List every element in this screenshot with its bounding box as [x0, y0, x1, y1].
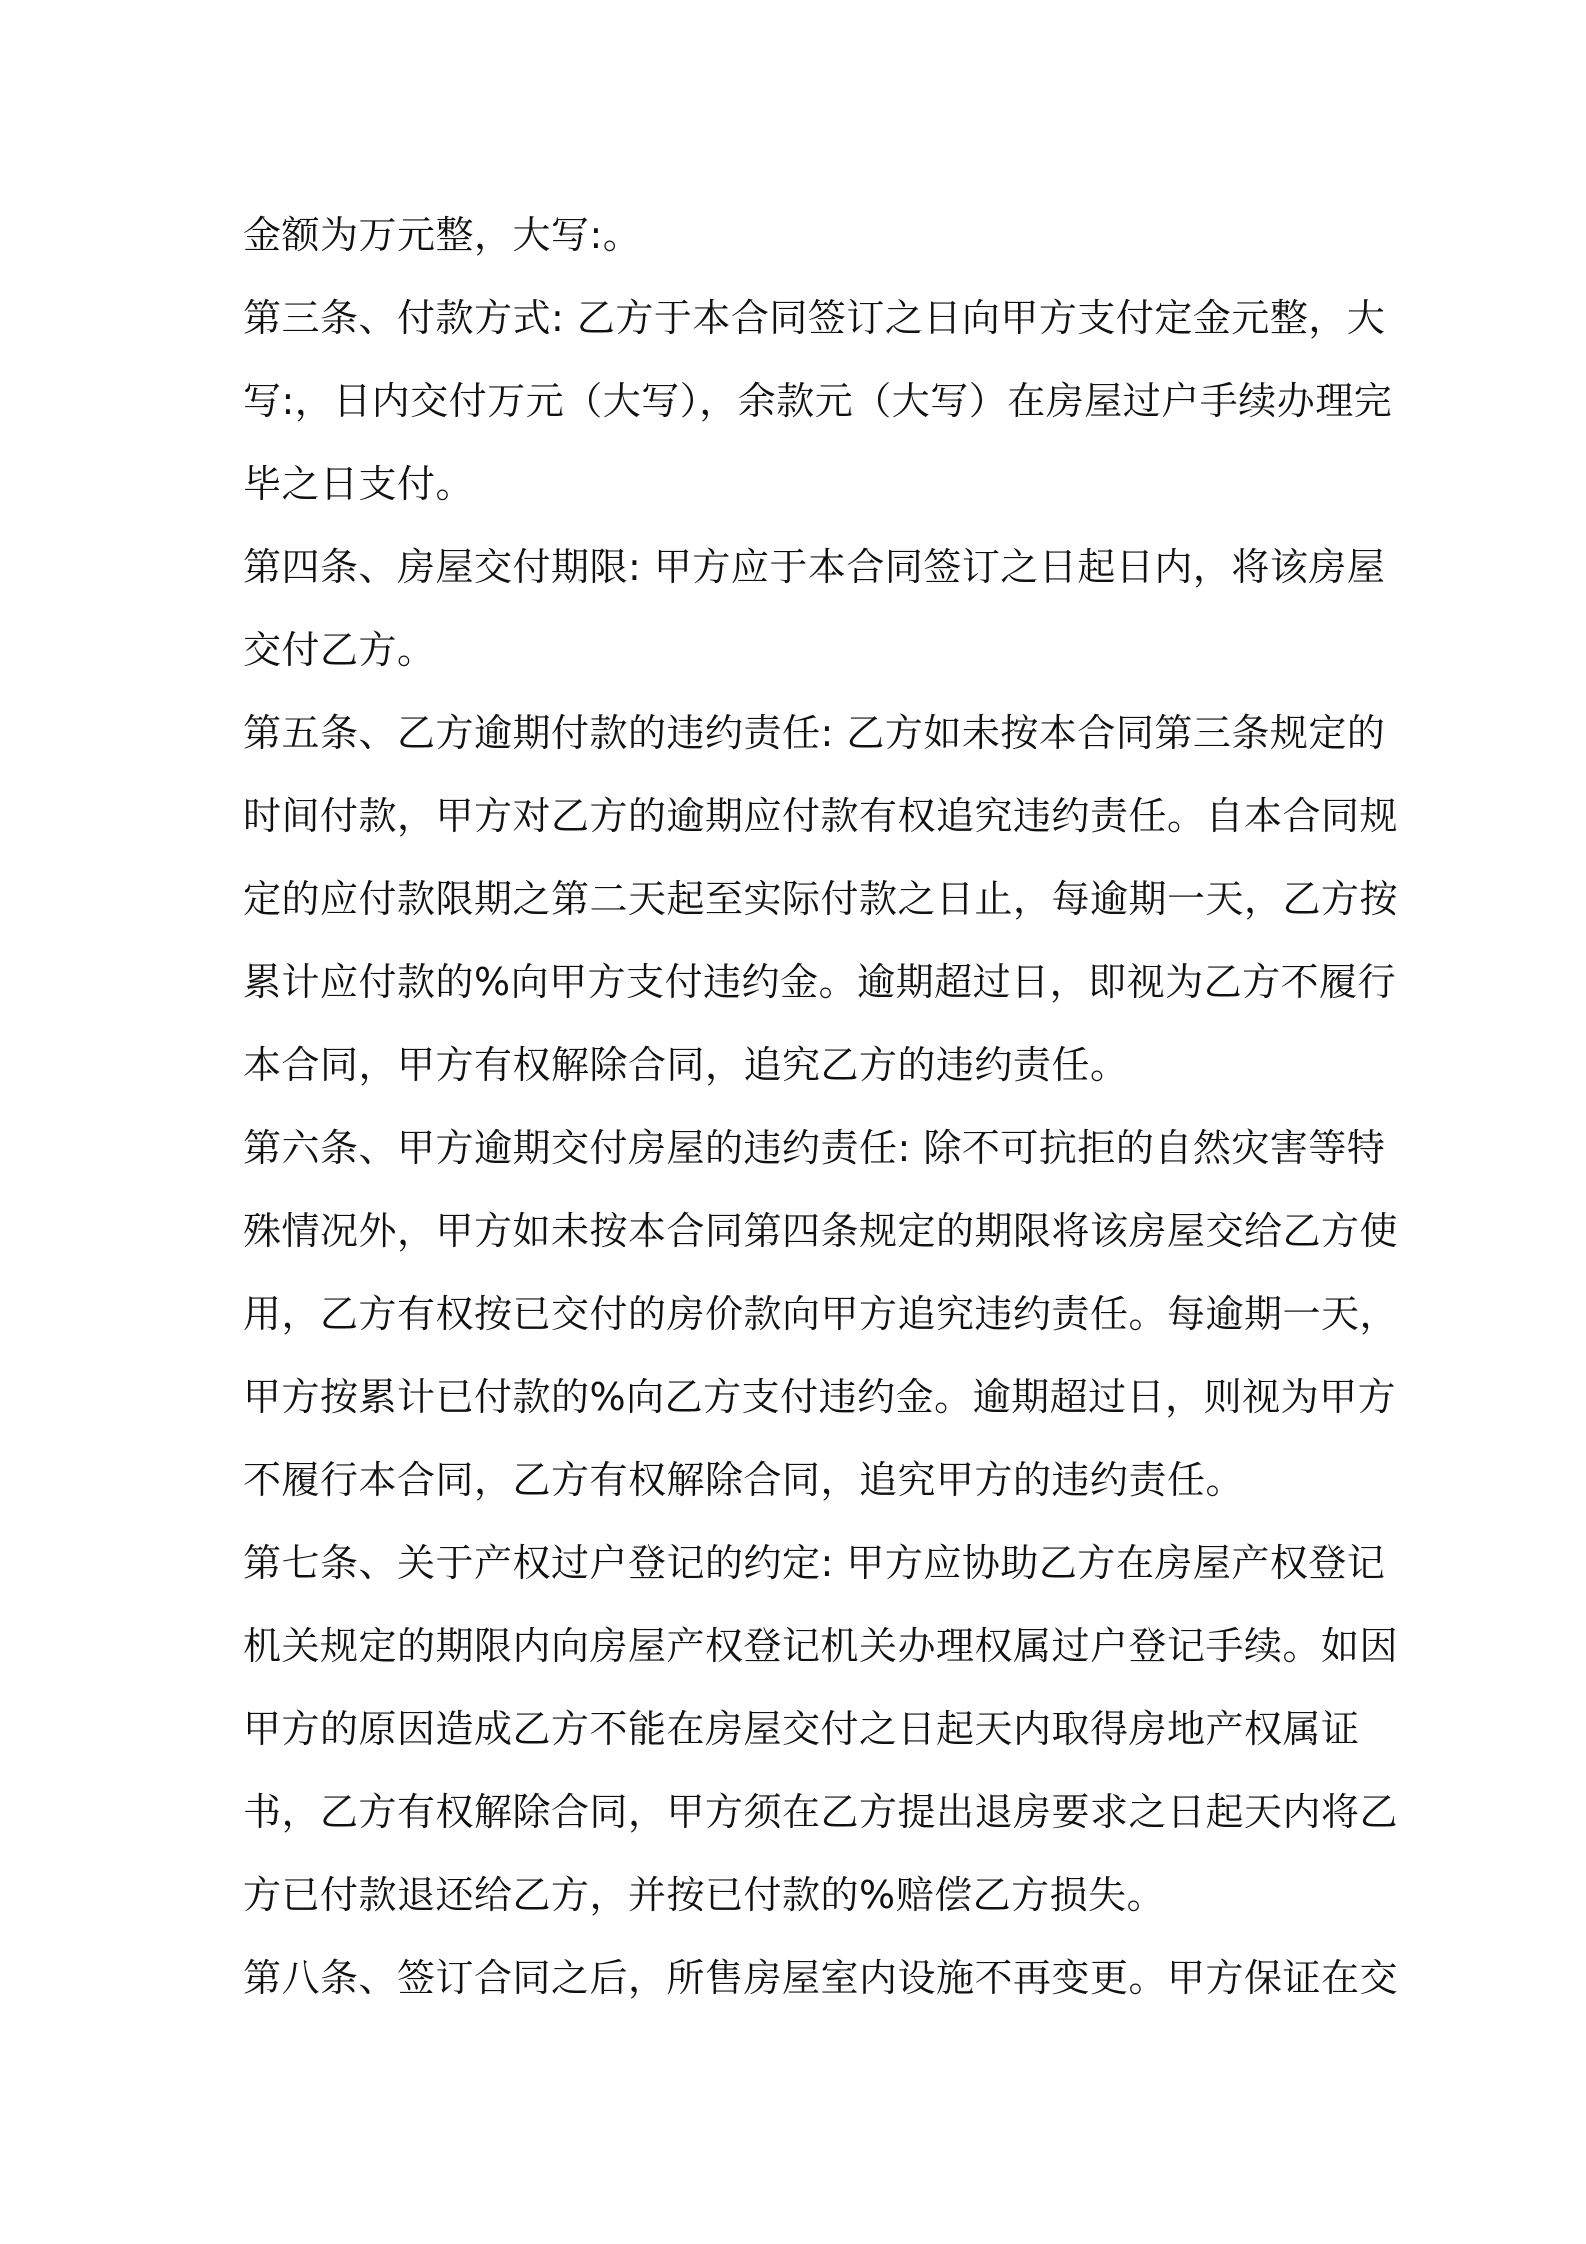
text-line: 时间付款，甲方对乙方的逾期应付款有权追究违约责任。自本合同规: [243, 794, 1399, 838]
text-line: 书，乙方有权解除合同，甲方须在乙方提出退房要求之日起天内将乙: [243, 1790, 1399, 1834]
text-line: 机关规定的期限内向房屋产权登记机关办理权属过户登记手续。如因: [243, 1624, 1399, 1668]
text-line: 第三条、付款方式: 乙方于本合同签订之日向甲方支付定金元整，大: [243, 296, 1386, 340]
text-line: 第五条、乙方逾期付款的违约责任: 乙方如未按本合同第三条规定的: [243, 711, 1386, 755]
paragraph-article-8-facilities: [243, 1937, 1399, 2020]
contract-body: [243, 194, 1399, 2020]
text-line: 本合同，甲方有权解除合同，追究乙方的违约责任。: [243, 1043, 1129, 1087]
paragraph-article-5-buyer-late-payment: [243, 692, 1399, 1107]
text-line: 方已付款退还给乙方，并按已付款的%赔偿乙方损失。: [243, 1873, 1166, 1917]
text-line: 交付乙方。: [243, 628, 436, 672]
paragraph-article-7-title-transfer: [243, 1522, 1399, 1937]
text-line: 金额为万元整，大写:。: [243, 213, 642, 257]
paragraph-article-6-seller-late-delivery: [243, 1107, 1399, 1522]
text-line: 用，乙方有权按已交付的房价款向甲方追究违约责任。每逾期一天，: [243, 1292, 1399, 1336]
paragraph-amount: [243, 194, 1363, 277]
text-line: 甲方按累计已付款的%向乙方支付违约金。逾期超过日，则视为甲方: [243, 1375, 1397, 1419]
text-line: 毕之日支付。: [243, 462, 475, 506]
text-line: 定的应付款限期之第二天起至实际付款之日止，每逾期一天，乙方按: [243, 877, 1399, 921]
paragraph-article-3-payment-method: [243, 277, 1393, 526]
text-line: 第八条、签订合同之后，所售房屋室内设施不再变更。甲方保证在交: [243, 1956, 1399, 2000]
text-line: 不履行本合同，乙方有权解除合同，追究甲方的违约责任。: [243, 1458, 1245, 1502]
text-line: 甲方的原因造成乙方不能在房屋交付之日起天内取得房地产权属证: [243, 1707, 1360, 1751]
text-line: 第四条、房屋交付期限: 甲方应于本合同签订之日起日内，将该房屋: [243, 545, 1386, 589]
text-line: 第七条、关于产权过户登记的约定: 甲方应协助乙方在房屋产权登记: [243, 1541, 1386, 1585]
paragraph-article-4-delivery-term: [243, 526, 1386, 692]
text-line: 殊情况外，甲方如未按本合同第四条规定的期限将该房屋交给乙方使: [243, 1209, 1399, 1253]
text-line: 写:，日内交付万元（大写），余款元（大写）在房屋过户手续办理完: [243, 379, 1393, 423]
text-line: 第六条、甲方逾期交付房屋的违约责任: 除不可抗拒的自然灾害等特: [243, 1126, 1386, 1170]
text-line: 累计应付款的%向甲方支付违约金。逾期超过日，即视为乙方不履行: [243, 960, 1397, 1004]
